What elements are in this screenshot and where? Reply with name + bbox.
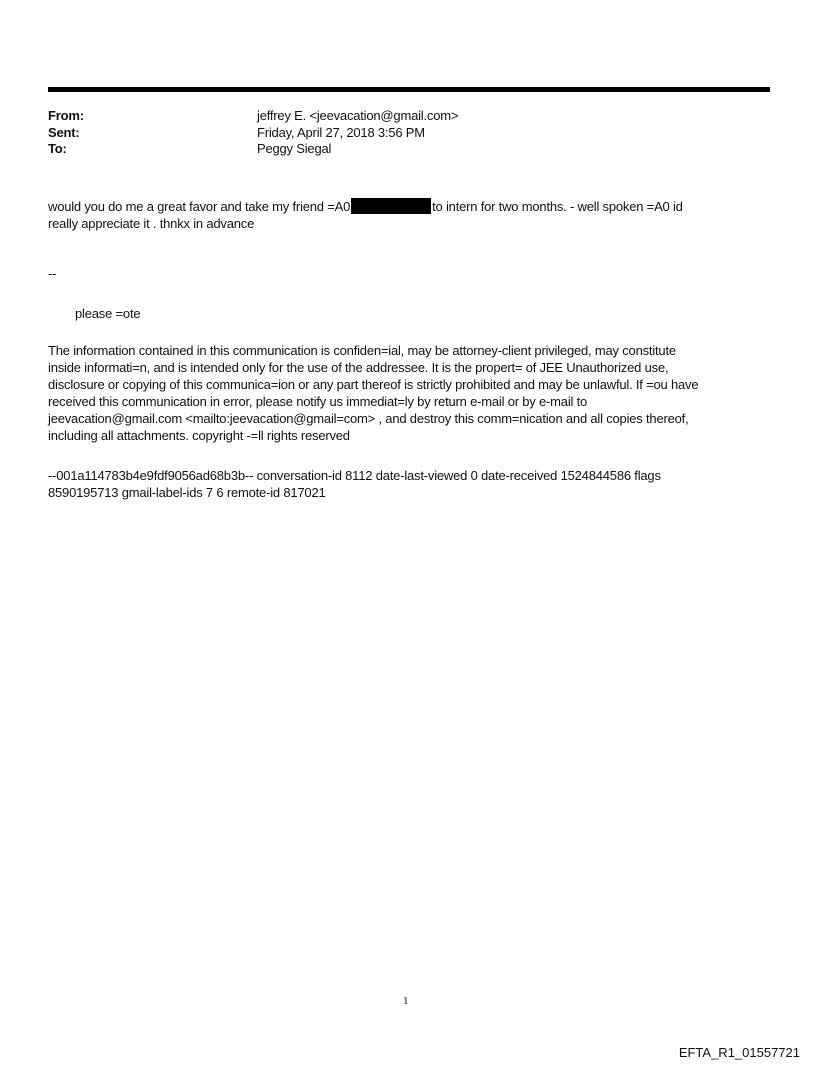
sent-label: Sent: [48,125,80,140]
to-label: To: [48,141,67,156]
disclaimer-line: received this communication in error, please notify us immediat=ly by return e-mail or by e-mail to [48,394,588,409]
redaction-box [351,198,431,214]
to-value: Peggy Siegal [257,141,332,156]
document-id-footer: EFTA_R1_01557721 [678,1045,800,1060]
body-line-2: really appreciate it . thnkx in advance [48,216,255,231]
disclaimer-line: inside informati=n, and is intended only for the use of the addressee. It is the propert= of JEE Unauthorized use, [48,360,669,375]
page-number: 1 [403,995,409,1007]
disclaimer-line: The information contained in this communication is confiden=ial, may be attorney-client privileged, may constitute [48,343,676,358]
body-text-b: to intern for two months. - well spoken =A0 id [432,199,683,214]
header-rule [48,87,770,92]
body-line-1 [48,198,683,215]
disclaimer-line: jeevacation@gmail.com <mailto:jeevacation@gmail=com> , and destroy this comm=nication and all copies thereof, [48,411,689,426]
metadata-line: --001a114783b4e9fdf9056ad68b3b-- conversation-id 8112 date-last-viewed 0 date-received 1524844586 flags [48,468,661,483]
from-value: jeffrey E. <jeevacation@gmail.com> [257,108,459,123]
disclaimer-line: disclosure or copying of this communica=ion or any part thereof is strictly prohibited and may be unlawful. If =ou have [48,377,699,392]
from-label: From: [48,108,84,123]
metadata-line: 8590195713 gmail-label-ids 7 6 remote-id 817021 [48,485,326,500]
signature-separator: -- [48,266,57,281]
please-note: please =ote [75,306,141,321]
sent-value: Friday, April 27, 2018 3:56 PM [257,125,425,140]
disclaimer-line: including all attachments. copyright -=ll rights reserved [48,428,350,443]
body-text-a: would you do me a great favor and take my friend =A0 [48,199,351,214]
